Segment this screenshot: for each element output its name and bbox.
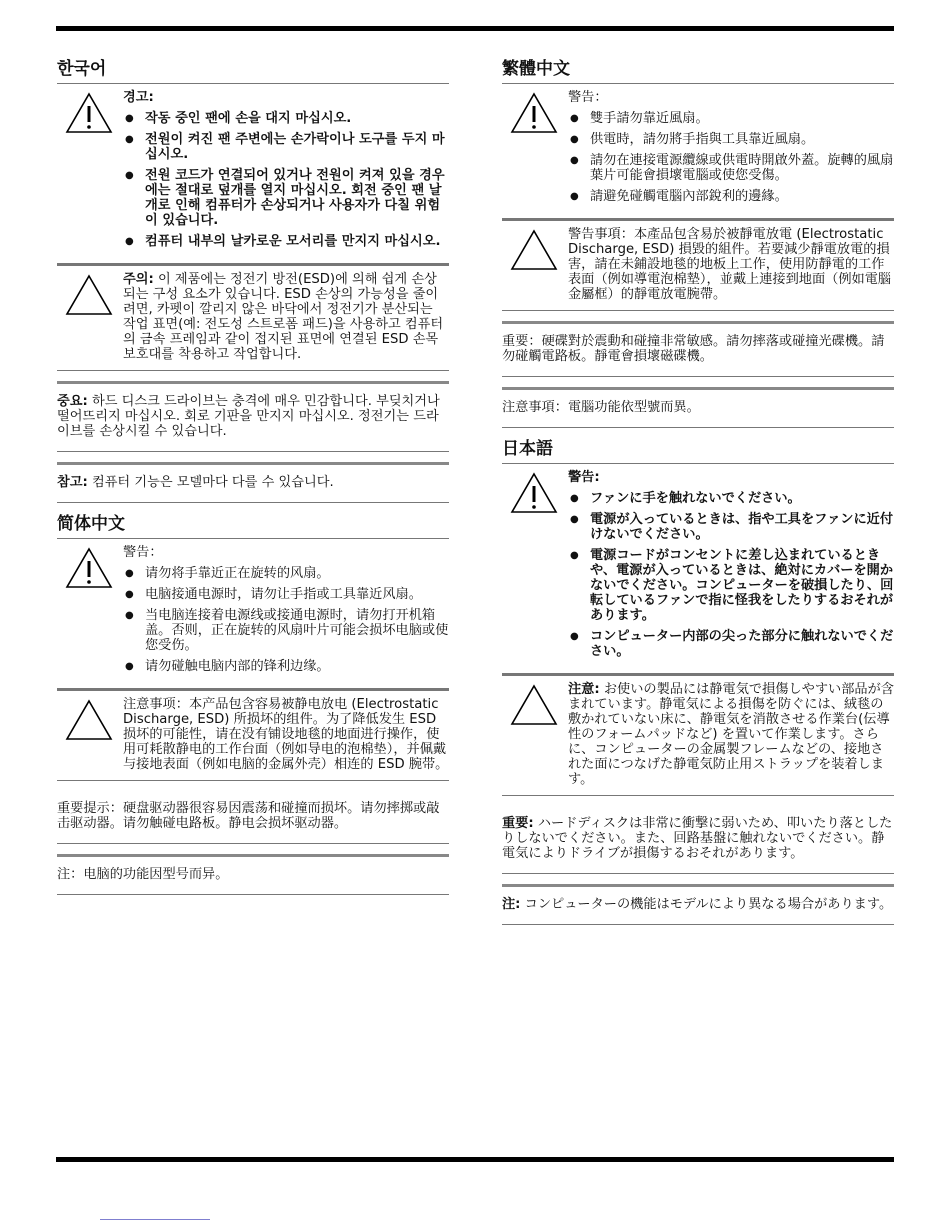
caution-label: 注意:: [568, 682, 600, 697]
footer-link-underline: [100, 1219, 210, 1220]
important-text: ハードディスクは非常に衝撃に弱いため、叩いたり落としたりしないでください。また、回路基盤に触れないでください。静電気によりドライブが損傷するおそれがあります。: [502, 816, 893, 861]
caution-text: 本产品包含容易被静电放电 (Electrostatic Discharge, ESD) 所损坏的组件。为了降低发生 ESD 损坏的可能性，请在没有铺设地毯的地面进行操作，使用可耗散静电的工作台面（例如导电的泡棉垫），并佩戴与接地表面（例如电脑的金属外壳）相连的 ESD 腕带。: [123, 697, 449, 772]
important-text: 하드 디스크 드라이브는 충격에 매우 민감합니다. 부딪치거나 떨어뜨리지 마십시오. 회로 기판을 만지지 마십시오. 정전기는 드라이브를 손상시킬 수 있습니다.: [57, 394, 440, 439]
traditional-chinese-caution: [502, 221, 894, 311]
list-item: ● 작동 중인 팬에 손을 대지 마십시오.: [123, 111, 449, 126]
list-item: ● 电脑接通电源时，请勿让手指或工具靠近风扇。: [123, 587, 449, 602]
caution-triangle-icon: [510, 684, 558, 726]
note-label: 注:: [502, 897, 521, 912]
left-column: [57, 58, 449, 895]
important-label: 중요:: [57, 394, 88, 409]
caution-triangle-icon: [510, 229, 558, 271]
warning-triangle-icon: [65, 547, 113, 589]
korean-title: 한국어: [57, 58, 449, 84]
list-item: ● 当电脑连接着电源线或接通电源时，请勿打开机箱盖。否则，正在旋转的风扇叶片可能会损坏电脑或使您受伤。: [123, 608, 449, 653]
list-item: ● 컴퓨터 내부의 날카로운 모서리를 만지지 마십시오.: [123, 234, 449, 249]
note-label: 注：: [57, 867, 84, 882]
caution-triangle-icon: [65, 274, 113, 316]
bottom-rule: [56, 1157, 894, 1162]
traditional-chinese-title: 繁體中文: [502, 58, 894, 84]
warning-triangle-icon: [510, 472, 558, 514]
top-rule: [56, 26, 894, 31]
japanese-note: [502, 884, 894, 925]
list-item: ● 전원이 켜진 팬 주변에는 손가락이나 도구를 두지 마십시오.: [123, 132, 449, 162]
list-item: ● 請避免碰觸電腦內部銳利的邊緣。: [568, 189, 894, 204]
important-text: 硬盘驱动器很容易因震荡和碰撞而损坏。请勿摔掷或敲击驱动器。请勿触碰电路板。静电会损坏驱动器。: [57, 801, 440, 831]
caution-label: 警告事項：: [568, 227, 634, 242]
caution-label: 주의:: [123, 272, 154, 287]
note-text: 電腦功能依型號而異。: [567, 400, 700, 415]
warning-heading: 警告：: [568, 90, 608, 105]
right-column: [502, 58, 894, 925]
simplified-chinese-warning: [57, 539, 449, 691]
korean-warning: [57, 84, 449, 266]
note-text: 电脑的功能因型号而异。: [83, 867, 229, 882]
caution-text: お使いの製品には静電気で損傷しやすい部品が含まれています。静電気による損傷を防ぐには、絨毯の敷かれていない床に、静電気を消散させる作業台(伝導性のフォームパッドなど) を置いて作業します。さらに、コンピューターの金属製フレームなどの、接地された面につなげた静電気防止用ストラップを装着します。: [568, 682, 894, 787]
simplified-chinese-important: [57, 791, 449, 844]
important-text: 硬碟對於震動和碰撞非常敏感。請勿摔落或碰撞光碟機。請勿碰觸電路板。靜電會損壞磁碟機。: [502, 334, 885, 364]
caution-triangle-icon: [65, 699, 113, 741]
simplified-chinese-caution: [57, 691, 449, 781]
simplified-chinese-note: [57, 854, 449, 895]
list-item: ● 雙手請勿靠近風扇。: [568, 111, 894, 126]
japanese-title: 日本語: [502, 438, 894, 464]
note-label: 注意事項：: [502, 400, 568, 415]
important-label: 重要:: [502, 816, 534, 831]
warning-triangle-icon: [65, 92, 113, 134]
list-item: ● コンピューター内部の尖った部分に触れないでください。: [568, 629, 894, 659]
traditional-chinese-warning: [502, 84, 894, 221]
traditional-chinese-note: [502, 387, 894, 428]
caution-label: 注意事项：: [123, 697, 189, 712]
simplified-chinese-title: 简体中文: [57, 513, 449, 539]
list-item: ● 请勿将手靠近正在旋转的风扇。: [123, 566, 449, 581]
list-item: ● 請勿在連接電源纜線或供電時開啟外蓋。旋轉的風扇葉片可能會損壞電腦或使您受傷。: [568, 153, 894, 183]
japanese-caution: [502, 676, 894, 796]
list-item: ● 電源コードがコンセントに差し込まれているときや、電源が入っているときは、絶対にカバーを開かないでください。コンピューターを破損したり、回転しているファンで指に怪我をしたりするおそれがあります。: [568, 548, 894, 623]
caution-text: 本產品包含易於被靜電放電 (Electrostatic Discharge, ESD) 損毀的組件。若要減少靜電放電的損害，請在未鋪設地毯的地板上工作，使用防靜電的工作表面（例如導電泡棉墊），並戴上連接到地面（例如電腦金屬框）的靜電放電腕帶。: [568, 227, 892, 302]
list-item: ● ファンに手を触れないでください。: [568, 491, 894, 506]
warning-heading: 警告：: [123, 545, 163, 560]
note-label: 참고:: [57, 475, 88, 490]
warning-heading: 警告:: [568, 470, 600, 485]
japanese-warning: [502, 464, 894, 676]
korean-note: [57, 462, 449, 503]
traditional-chinese-important: [502, 321, 894, 377]
important-label: 重要提示：: [57, 801, 123, 816]
japanese-important: [502, 806, 894, 874]
korean-important: [57, 381, 449, 452]
list-item: ● 请勿碰触电脑内部的锋利边缘。: [123, 659, 449, 674]
warning-triangle-icon: [510, 92, 558, 134]
warning-heading: 경고:: [123, 90, 154, 105]
list-item: ● 供電時，請勿將手指與工具靠近風扇。: [568, 132, 894, 147]
note-text: 컴퓨터 기능은 모델마다 다를 수 있습니다.: [87, 475, 334, 490]
caution-text: 이 제품에는 정전기 방전(ESD)에 의해 쉽게 손상되는 구성 요소가 있습니다. ESD 손상의 가능성을 줄이려면, 카펫이 깔리지 않은 바닥에서 정전기가 분산되는 작업 표면(예: 전도성 스트로폼 패드)을 사용하고 컴퓨터의 금속 프레임과 같이 접지된 표면에 연결된 ESD 손목 보호대를 착용하고 작업합니다.: [123, 272, 444, 362]
note-text: コンピューターの機能はモデルにより異なる場合があります。: [520, 897, 893, 912]
list-item: ● 電源が入っているときは、指や工具をファンに近付けないでください。: [568, 512, 894, 542]
list-item: ● 전원 코드가 연결되어 있거나 전원이 켜져 있을 경우에는 절대로 덮개를 열지 마십시오. 회전 중인 팬 날개로 인해 컴퓨터가 손상되거나 사용자가 다칠 위험이 있습니다.: [123, 168, 449, 228]
korean-caution: [57, 266, 449, 371]
important-label: 重要：: [502, 334, 542, 349]
